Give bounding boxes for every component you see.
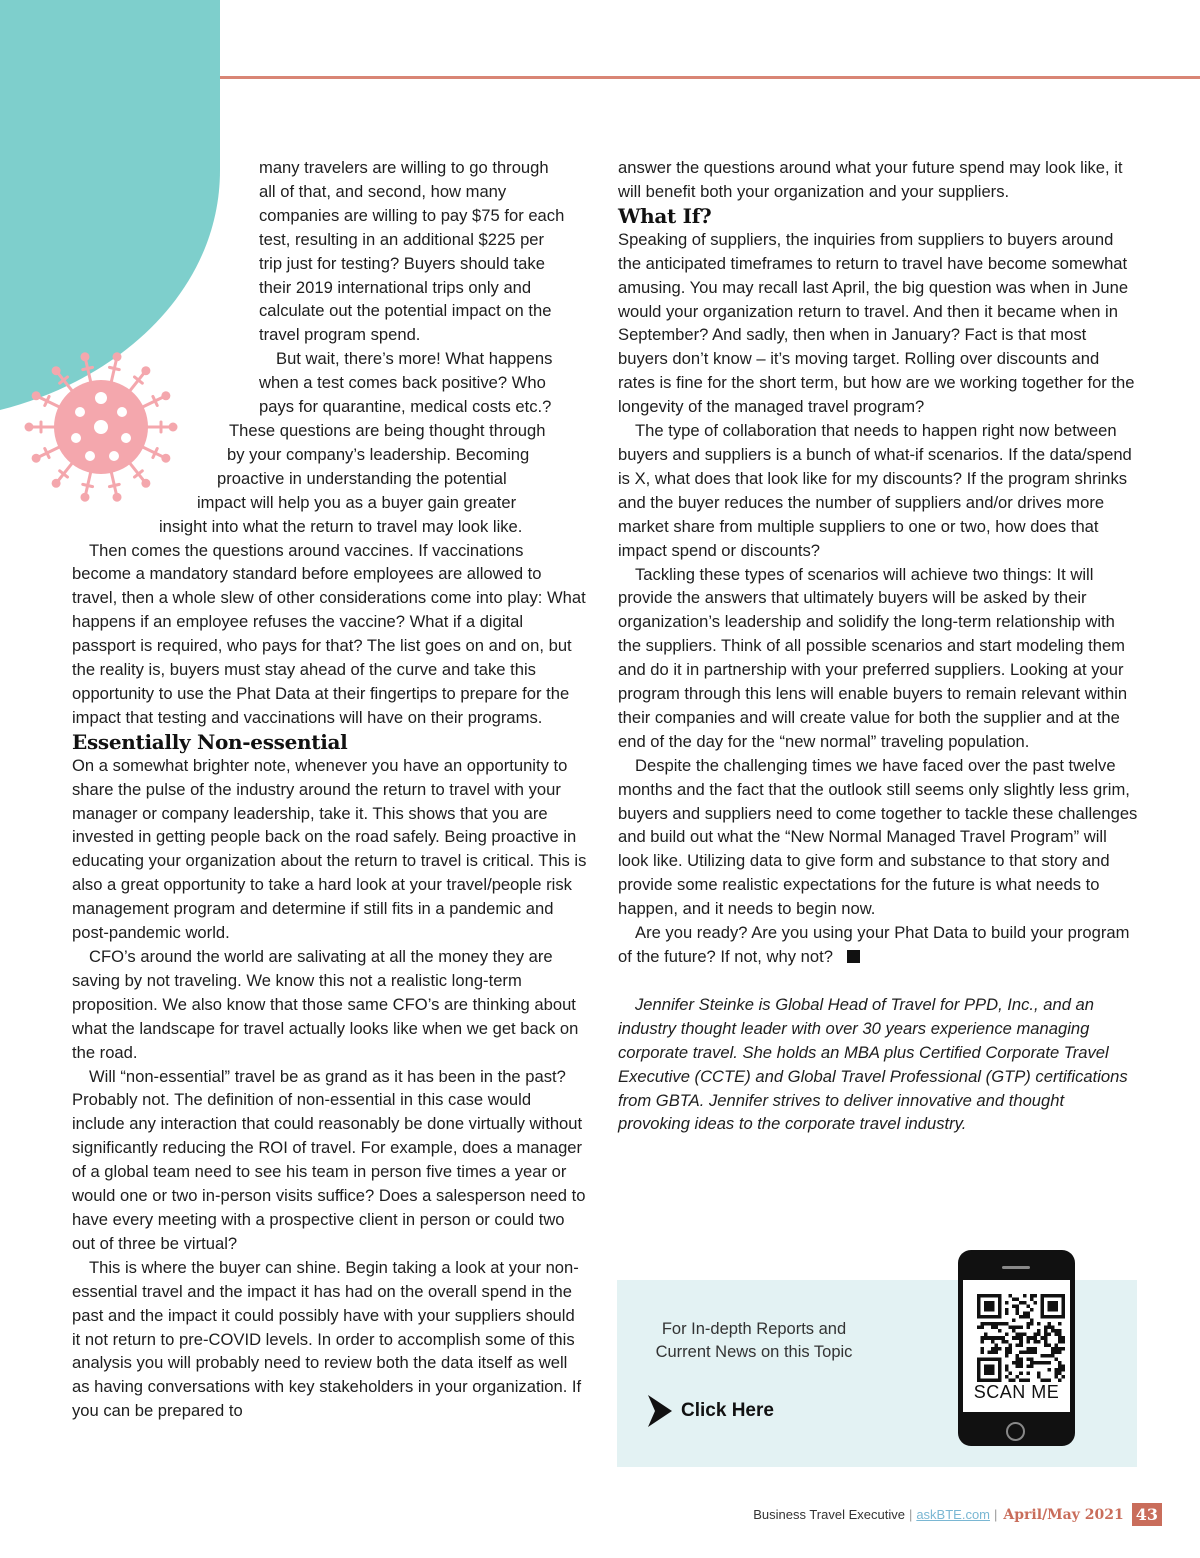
- author-bio: Jennifer Steinke is Global Head of Travel for PPD, Inc., and an industry thought leader with over 30 years experience managing corporate travel. She holds an MBA plus Certified Corporate Travel Executive (CCTE) and Global Travel Professional (GTP) certifications from GBTA. Jennifer strives to deliver innovative and thought provoking ideas to the corporate travel industry.: [618, 994, 1128, 1134]
- publication-name: Business Travel Executive: [753, 1507, 905, 1522]
- text-line: by your company’s leadership. Becoming: [227, 444, 530, 464]
- section-heading: What If?: [618, 203, 712, 228]
- header-rule: [220, 76, 1200, 79]
- end-mark-icon: [847, 950, 860, 963]
- issue-date: April/May 2021: [1003, 1506, 1124, 1523]
- paragraph: Tackling these types of scenarios will achieve two things: It will provide the answers that ultimately buyers will be asked by their organization’s leadership and solidify the long-term relationship with the suppliers. Think of all possible scenarios and start modeling them and do it in partnership with your preferred suppliers. Looking at your program through this lens will enable buyers to remain relevant within their companies and will create value for both the supplier and at the end of the day for the “new normal” traveling population.: [618, 564, 1128, 751]
- text-line: insight into what the return to travel may look like.: [159, 516, 523, 536]
- wrapped-paragraph: [72, 156, 587, 539]
- paragraph: The type of collaboration that needs to happen right now between buyers and suppliers is a bunch of what-if scenarios. If the data/spend is X, what does that look like for my discounts? If the program shrinks and the buyer reduces the number of suppliers and/or drives more market share from multiple suppliers to one or two, how does that impact spend or discounts?: [618, 421, 1132, 560]
- scan-me-label: SCAN ME: [973, 1382, 1060, 1402]
- paragraph: Despite the challenging times we have faced over the past twelve months and the fact that the outlook still seems only slightly less grim, buyers and suppliers need to come together to tackle these challenges and build out what the “New Normal Managed Travel Program” will look like. Utilizing data to give form and substance to that story and provide some realistic expectations for the future is what needs to happen, and it needs to begin now.: [618, 755, 1138, 919]
- paragraph: CFO’s around the world are salivating at all the money they are saving by not traveling. We know this not a realistic long-term proposition. We also know that those same CFO’s are thinking about what the landscape for travel actually looks like when we get back on the road.: [72, 947, 579, 1062]
- click-here-label: Click Here: [681, 1400, 774, 1421]
- paragraph: Speaking of suppliers, the inquiries from suppliers to buyers around the anticipated timeframes to return to travel have become somewhat amusing. You may recall last April, the big question was when in June would your organization return to travel. And then it became when in September? And sadly, then when in January? Fact is that most buyers don’t know – it’s moving target. Rolling over discounts and rates is fine for the short term, but how are we working together for the longevity of the managed travel program?: [618, 229, 1135, 417]
- phone-home-button: [1006, 1422, 1025, 1441]
- footer-separator: |: [994, 1507, 998, 1522]
- phone-screen: [963, 1280, 1070, 1412]
- text-line: These questions are being thought through: [229, 420, 546, 440]
- paragraph: answer the questions around what your future spend may look like, it will benefit both your organization and your suppliers.: [618, 158, 1123, 201]
- paragraph: Will “non-essential” travel be as grand as it has been in the past? Probably not. The definition of non-essential in this case would include any interaction that could reasonably be done virtually without significantly reducing the ROI of travel. For example, does a manager of a global team need to see his team in person five times a year or would one or two in-person visits suffice? Does a salesperson need to have every meeting with a prospective client in person or could two out of three be virtual?: [72, 1066, 586, 1253]
- footer-separator: |: [908, 1507, 913, 1522]
- text-line: calculate out the potential impact on the: [259, 301, 552, 321]
- arrow-right-icon: [647, 1394, 673, 1428]
- text-line: proactive in understanding the potential: [217, 468, 507, 488]
- page-footer: [753, 1503, 1162, 1526]
- text-line: their 2019 international trips only and: [259, 277, 532, 297]
- phone-icon: [958, 1250, 1075, 1446]
- text-line: travel program spend.: [259, 325, 421, 345]
- text-line: test, resulting in an additional $225 per: [259, 229, 545, 249]
- page-number: 43: [1132, 1503, 1162, 1526]
- website-link[interactable]: askBTE.com: [916, 1507, 991, 1522]
- text-line: But wait, there’s more! What happens: [276, 349, 553, 369]
- text-line: pays for quarantine, medical costs etc.?: [259, 397, 552, 417]
- text-line: companies are willing to pay $75 for each: [259, 205, 565, 225]
- closing-paragraph: [618, 921, 1138, 969]
- text-line: all of that, and second, how many: [259, 181, 507, 201]
- closing-text: Are you ready? Are you using your Phat Data to build your program of the future? If not, why not?: [618, 923, 1130, 966]
- qr-code-icon[interactable]: [977, 1294, 1065, 1382]
- text-line: trip just for testing? Buyers should take: [259, 253, 545, 273]
- paragraph: This is where the buyer can shine. Begin taking a look at your non-essential travel and the impact it has had on the overall spend in the past and the impact it could possibly have with your suppliers should it not return to pre-COVID levels. In order to accomplish some of this analysis you will probably need to review both the data itself as well as having conversations with key stakeholders in your organization. If you can be prepared to: [72, 1257, 582, 1421]
- text-line: many travelers are willing to go through: [259, 158, 549, 177]
- right-column: [618, 156, 1138, 1136]
- section-heading: Essentially Non-essential: [72, 729, 348, 754]
- left-column: [72, 156, 587, 1423]
- paragraph: On a somewhat brighter note, whenever you have an opportunity to share the pulse of the industry around the return to travel with your manager or company leadership, take it. This shows that you are invested in getting people back on the road safely. Being proactive in educating your organization about the return to travel is critical. This is also a great opportunity to take a hard look at your travel/people risk management program and determine if still fits in a pandemic and post-pandemic world.: [72, 755, 587, 943]
- text-line: when a test comes back positive? Who: [259, 373, 546, 393]
- click-here-link[interactable]: [647, 1394, 774, 1428]
- text-line: impact will help you as a buyer gain greater: [197, 492, 517, 512]
- phone-speaker: [1002, 1266, 1030, 1269]
- promo-text: For In-depth Reports and Current News on this Topic: [655, 1320, 853, 1361]
- paragraph: Then comes the questions around vaccines. If vaccinations become a mandatory standard before employees are allowed to travel, then a whole slew of other considerations come into play: What happens if an employee refuses the vaccine? What if a digital passport is required, who pays for that? The list goes on and on, but the reality is, buyers must stay ahead of the curve and take this opportunity to use the Phat Data at their fingertips to prepare for the impact that testing and vaccinations will have on their programs.: [72, 540, 586, 727]
